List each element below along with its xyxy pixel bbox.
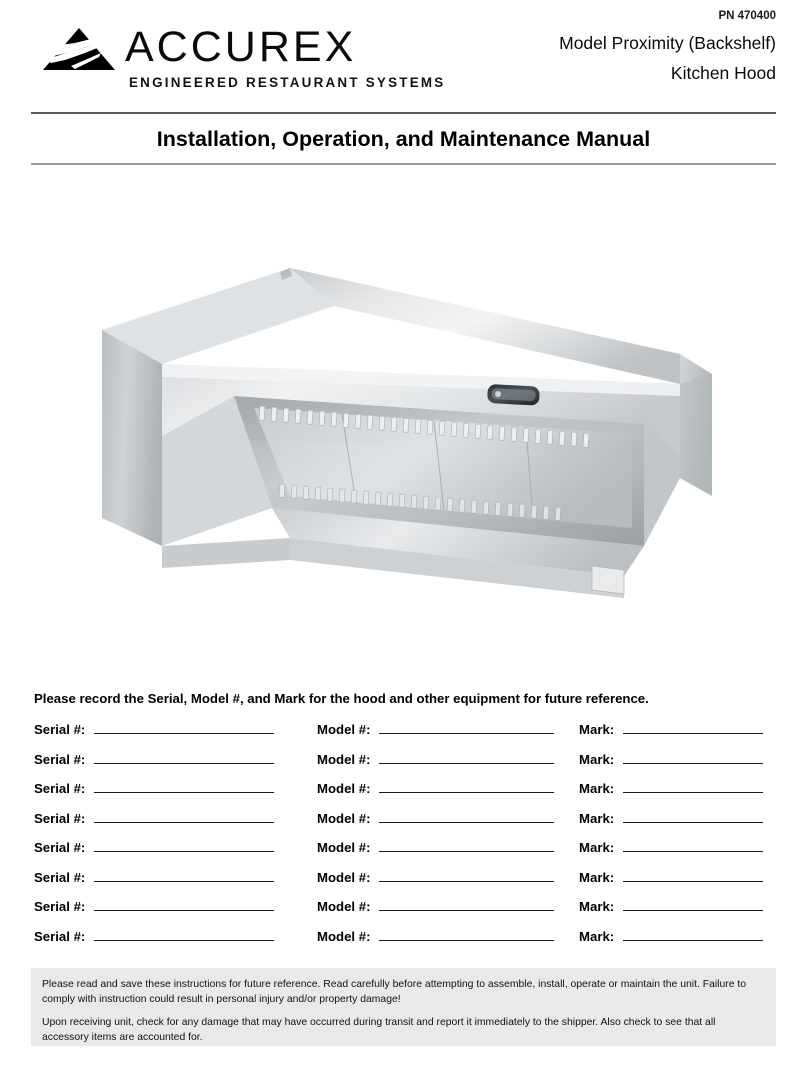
model-label: Model #: [317,840,371,855]
serial-label: Serial #: [34,781,86,796]
model-input-blank[interactable] [379,836,554,852]
mark-input-blank[interactable] [623,777,763,793]
mark-field[interactable] [579,777,763,799]
brand-tagline: ENGINEERED RESTAURANT SYSTEMS [129,75,446,90]
mark-input-blank[interactable] [623,836,763,852]
mark-input-blank[interactable] [623,748,763,764]
serial-input-blank[interactable] [94,718,274,734]
serial-input-blank[interactable] [94,925,274,941]
record-row [34,895,779,925]
serial-label: Serial #: [34,869,86,885]
mark-field[interactable] [579,925,763,947]
serial-input-blank[interactable] [94,836,274,852]
part-number: PN 470400 [718,10,776,22]
serial-input-blank[interactable] [94,777,274,793]
mark-input-blank[interactable] [623,866,763,882]
brand-lockup [41,22,446,100]
product-category: Kitchen Hood [670,63,776,83]
serial-input-blank[interactable] [94,807,274,823]
serial-field[interactable] [34,836,274,858]
model-label: Model #: [317,810,371,826]
serial-field[interactable] [34,807,274,829]
record-row [34,866,779,896]
serial-label: Serial #: [34,840,86,855]
model-field[interactable] [317,777,554,799]
record-instruction: Please record the Serial, Model #, and Mark for the hood and other equipment for future reference. [34,691,649,706]
mark-field[interactable] [579,748,763,770]
model-input-blank[interactable] [379,925,554,941]
mark-label: Mark: [579,751,615,767]
mark-field[interactable] [579,807,763,829]
model-label: Model #: [317,781,371,796]
serial-label: Serial #: [34,751,86,767]
mark-label: Mark: [579,869,615,885]
notice-paragraph-receiving-inspection: Upon receiving unit, check for any damage that may have occurred during transit and report it immediately to the shipper. Also check to see that all accessory items are accounted for. [42,1017,716,1043]
safety-notice-box [31,968,776,1046]
serial-label: Serial #: [34,928,86,944]
record-row [34,807,779,837]
title-rule-bottom [31,163,776,165]
model-input-blank[interactable] [379,866,554,882]
model-input-blank[interactable] [379,895,554,911]
model-input-blank[interactable] [379,777,554,793]
model-input-blank[interactable] [379,807,554,823]
page-title: Installation, Operation, and Maintenance Manual [156,127,651,151]
mark-input-blank[interactable] [623,895,763,911]
model-field[interactable] [317,925,554,947]
model-label: Model #: [317,899,371,914]
model-field[interactable] [317,895,554,917]
record-row [34,836,779,866]
serial-input-blank[interactable] [94,895,274,911]
mark-field[interactable] [579,866,763,888]
serial-field[interactable] [34,718,274,740]
title-band [31,112,776,165]
mark-label: Mark: [579,899,615,914]
serial-input-blank[interactable] [94,866,274,882]
mark-input-blank[interactable] [623,807,763,823]
accurex-mountain-swoosh-logo [41,26,117,74]
mark-field[interactable] [579,895,763,917]
serial-field[interactable] [34,895,274,917]
mark-label: Mark: [579,810,615,826]
serial-input-blank[interactable] [94,748,274,764]
page-header [31,8,776,104]
model-field[interactable] [317,836,554,858]
model-label: Model #: [317,722,371,737]
mark-input-blank[interactable] [623,925,763,941]
serial-label: Serial #: [34,899,86,914]
brand-name: ACCUREX [125,23,357,71]
mark-label: Mark: [579,840,615,855]
model-label: Model #: [317,869,371,885]
mark-input-blank[interactable] [623,718,763,734]
model-field[interactable] [317,718,554,740]
serial-label: Serial #: [34,722,86,737]
hood-nameplate-badge [487,384,540,406]
model-name: Model Proximity (Backshelf) [559,33,776,53]
mark-label: Mark: [579,722,615,737]
serial-field[interactable] [34,748,274,770]
mark-field[interactable] [579,718,763,740]
record-row [34,718,779,748]
equipment-record-form [34,718,779,954]
model-label: Model #: [317,751,371,767]
mark-label: Mark: [579,781,615,796]
mark-field[interactable] [579,836,763,858]
model-field[interactable] [317,807,554,829]
model-input-blank[interactable] [379,748,554,764]
notice-paragraph-read-and-save: Please read and save these instructions for future reference. Read carefully before attempting to assemble, install, operate or maintain the unit. Failure to comply with instruction could result in personal injury and/or property damage! [42,979,747,1005]
model-field[interactable] [317,748,554,770]
serial-label: Serial #: [34,810,86,826]
record-row [34,777,779,807]
record-row [34,925,779,955]
serial-field[interactable] [34,866,274,888]
serial-field[interactable] [34,925,274,947]
record-row [34,748,779,778]
model-field[interactable] [317,866,554,888]
model-label: Model #: [317,928,371,944]
header-product-info [396,8,776,85]
model-input-blank[interactable] [379,718,554,734]
serial-field[interactable] [34,777,274,799]
backshelf-kitchen-hood-photo [84,246,724,656]
mark-label: Mark: [579,928,615,944]
